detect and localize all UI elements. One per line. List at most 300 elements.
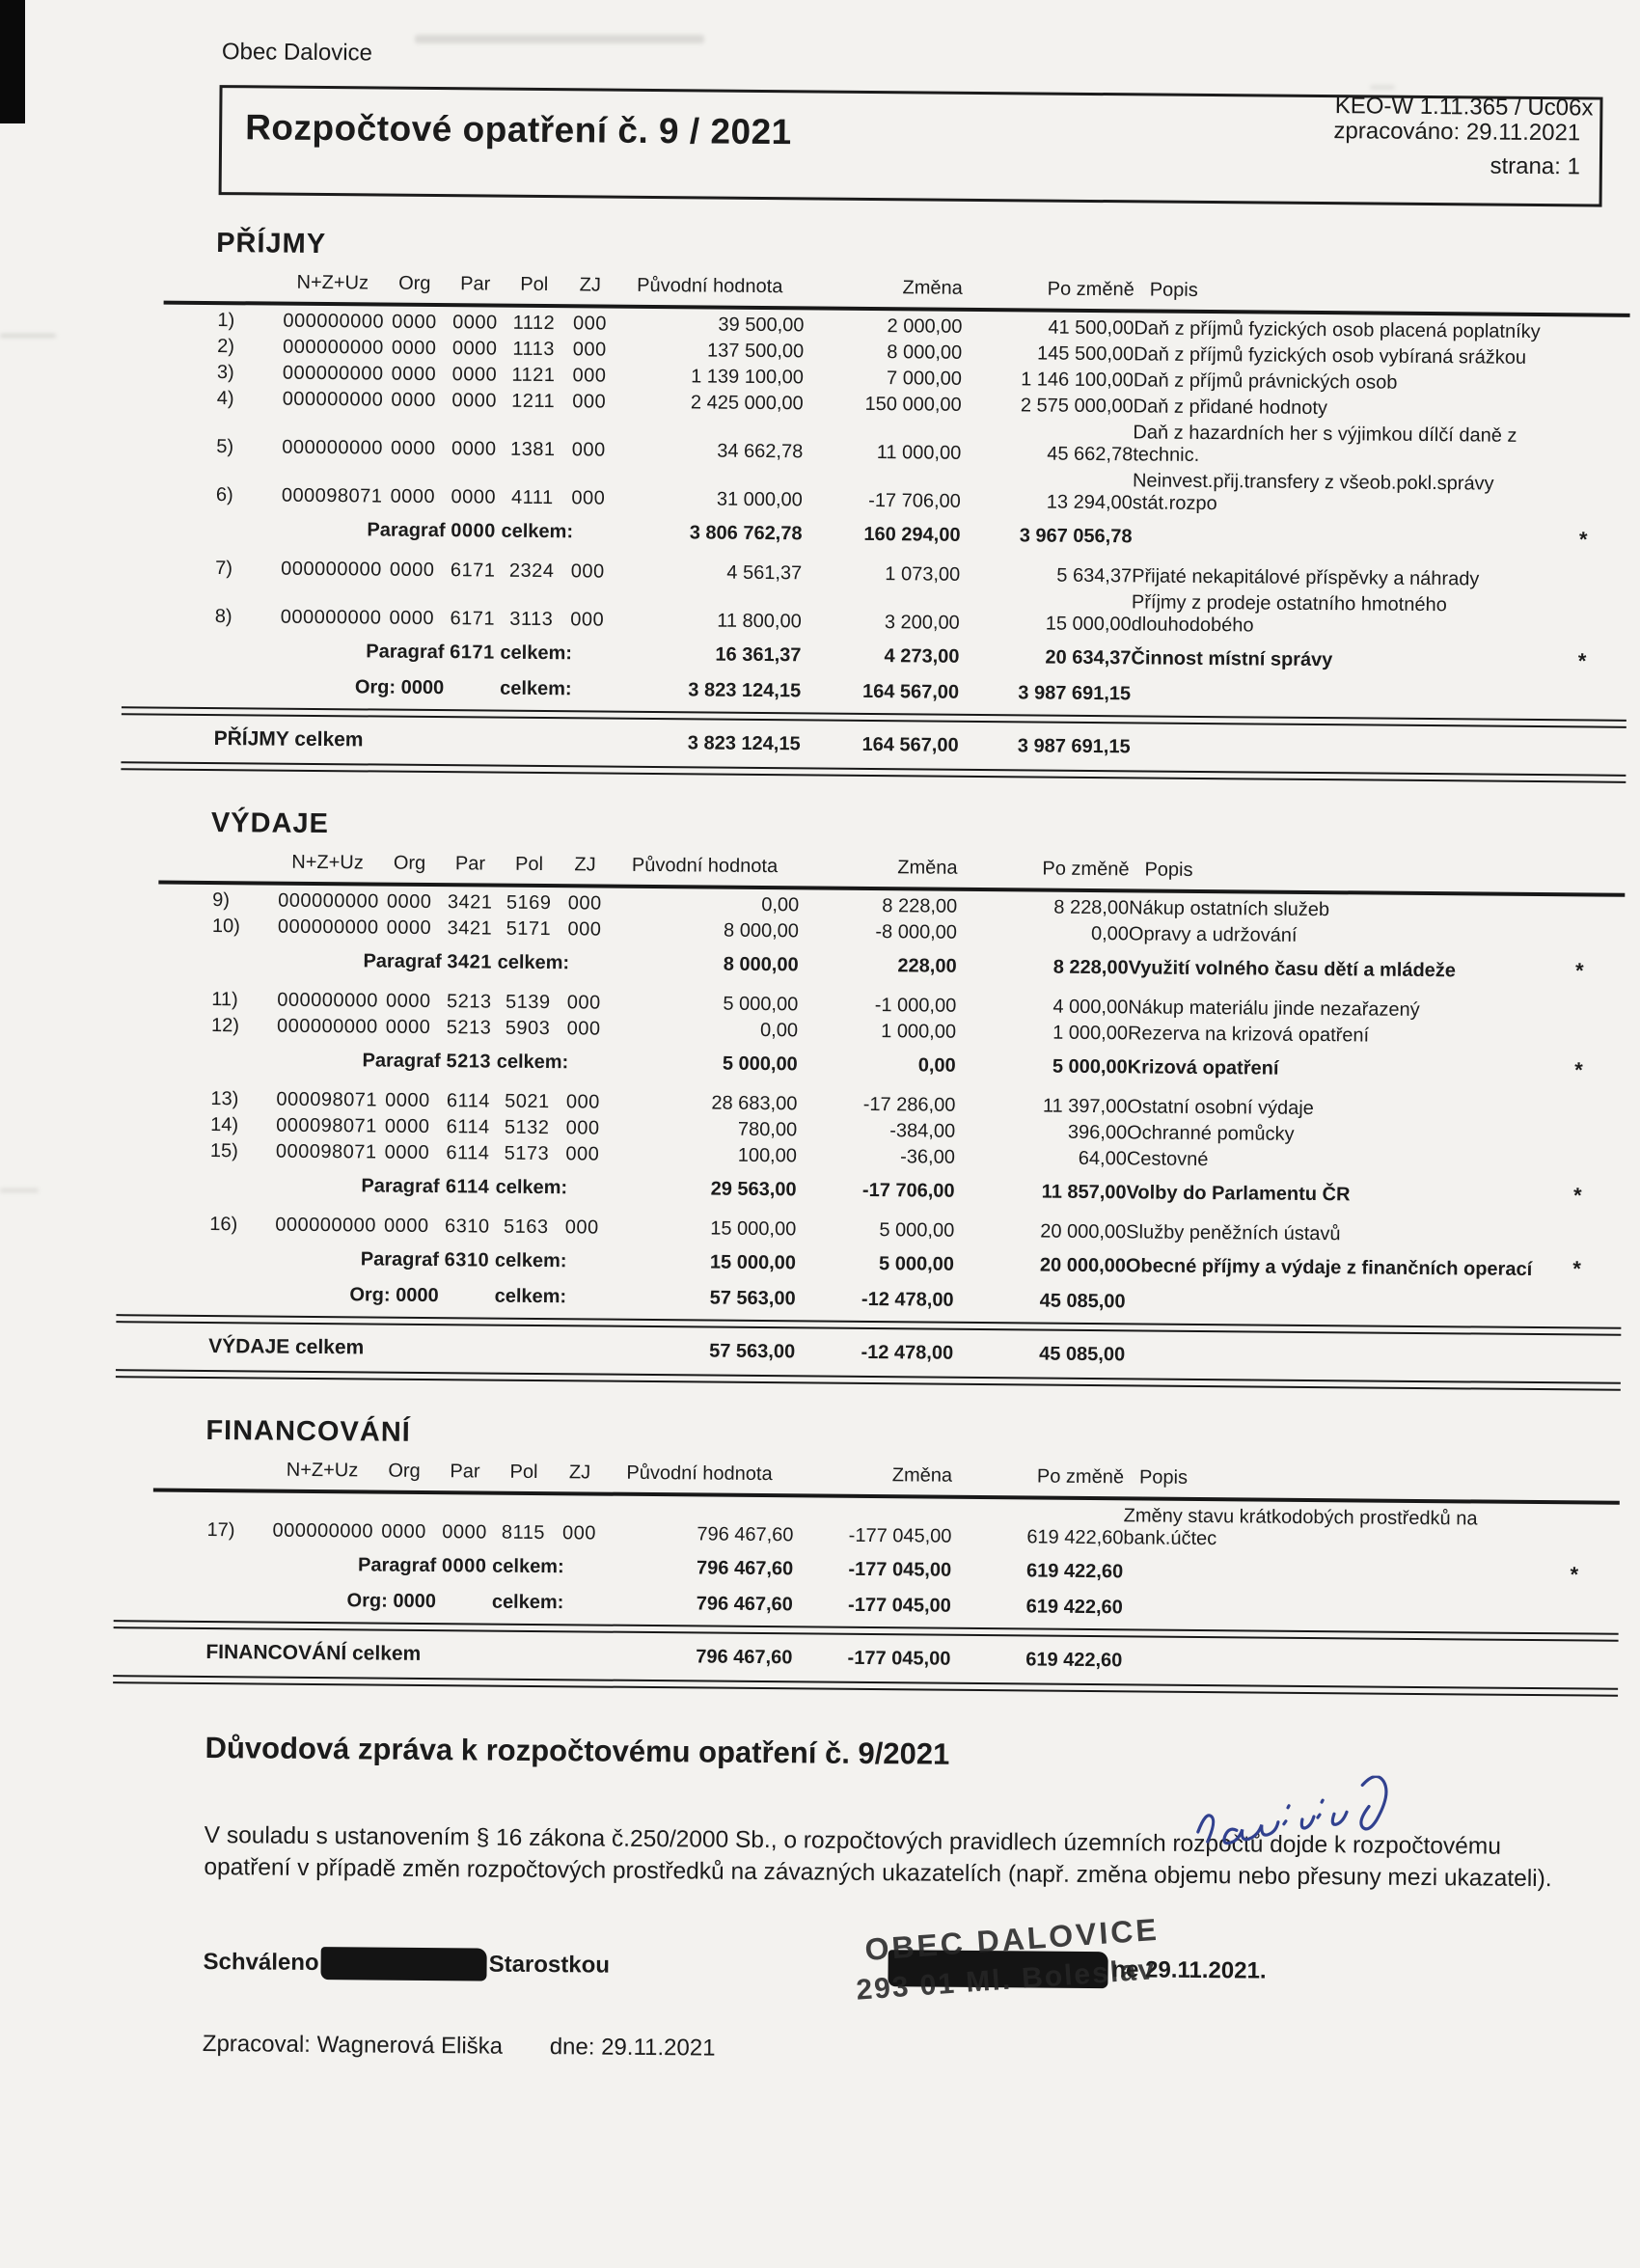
cell-celkem-label: celkem: — [495, 1176, 568, 1198]
column-header — [212, 849, 278, 880]
cell-zmena: -8 000,00 — [875, 920, 958, 943]
asterisk-marker — [1552, 345, 1589, 371]
cell-pozmene: 619 422,60 — [1026, 1526, 1124, 1548]
cell-popis — [1123, 1551, 1542, 1589]
cell-org: 0000 — [392, 311, 437, 333]
cell-zmena: 228,00 — [897, 954, 957, 977]
cell-puvodni: 3 806 762,78 — [689, 521, 803, 544]
cell-org: 0000 — [386, 890, 432, 913]
cell-org: 0000 — [389, 559, 435, 581]
cell-num: 8) — [214, 605, 232, 627]
cell-puvodni: 5 000,00 — [723, 993, 799, 1015]
cell-pozmene: 20 634,37 — [1045, 646, 1132, 669]
cell-zmena: 8 228,00 — [882, 894, 958, 917]
cell-puvodni: 31 000,00 — [716, 488, 803, 510]
cell-zmena: 0,00 — [917, 1054, 956, 1077]
cell-celkem-label: celkem: — [494, 1285, 567, 1307]
column-header: Původní hodnota — [631, 854, 779, 877]
cell-org: 0000 — [391, 363, 437, 385]
budget-table — [208, 849, 1585, 1394]
column-header: Pol — [514, 853, 544, 875]
cell-num: 4) — [216, 387, 234, 409]
cell-nzuz: 000000000 — [277, 989, 379, 1012]
cell-pol: 3113 — [509, 608, 554, 630]
cell-pozmene: 13 294,00 — [1046, 491, 1133, 513]
column-header: Po změně — [1036, 1465, 1125, 1488]
cell-num — [210, 1164, 276, 1199]
cell-subtotal-label: Paragraf — [362, 1049, 441, 1072]
cell-org: 0000 — [390, 485, 436, 507]
column-header: Po změně — [1047, 278, 1134, 300]
section-2 — [205, 1415, 1589, 1700]
cell-par: 0000 — [441, 1554, 487, 1577]
cell-puvodni: 57 563,00 — [709, 1340, 796, 1362]
system-version-label: KEO-W 1.11.365 / Uc06x — [1334, 93, 1594, 122]
column-header: Org — [398, 272, 431, 294]
cell-nzuz: 000000000 — [283, 336, 384, 359]
cell-par: 0000 — [442, 1520, 487, 1544]
cell-celkem-label: celkem: — [500, 642, 573, 664]
cell-pozmene: 3 987 691,15 — [1018, 681, 1132, 704]
cell-popis: Využití volného času dětí a mládeže — [1128, 956, 1457, 981]
cell-zmena: 8 000,00 — [887, 341, 963, 364]
cell-pol: 1112 — [512, 312, 556, 334]
asterisk-marker: * — [1578, 526, 1588, 552]
column-header: Par — [460, 272, 491, 295]
cell-org: 0000 — [385, 1089, 430, 1111]
cell-zmena: 7 000,00 — [887, 367, 963, 390]
cell-zj: 000 — [566, 991, 601, 1014]
section-1 — [208, 807, 1595, 1394]
cell-org: 0000 — [389, 607, 435, 629]
cell-org: 0000 — [385, 1016, 431, 1038]
cell-zmena: -177 045,00 — [848, 1524, 952, 1547]
asterisk-marker — [1542, 1589, 1578, 1628]
cell-pol: 1211 — [511, 390, 556, 412]
cell-num — [215, 508, 281, 543]
cell-zmena: 11 000,00 — [876, 441, 962, 464]
cell-num: 7) — [215, 557, 233, 579]
cell-puvodni: 0,00 — [761, 893, 800, 915]
cell-par: 6114 — [446, 1089, 490, 1112]
asterisk-marker — [1547, 925, 1584, 951]
asterisk-marker — [1542, 1507, 1578, 1555]
cell-popis: Ochranné pomůcky — [1127, 1121, 1295, 1145]
cell-pozmene: 2 575 000,00 — [1020, 394, 1134, 417]
cell-pol: 4111 — [511, 486, 554, 508]
cell-nzuz: 000098071 — [275, 1140, 377, 1163]
cell-pozmene: 619 422,60 — [1025, 1649, 1123, 1671]
column-header: Pol — [509, 1461, 538, 1483]
cell-pozmene: 8 228,00 — [1052, 956, 1129, 978]
cell-num — [211, 1039, 277, 1074]
cell-popis — [1123, 1585, 1542, 1628]
cell-celkem-label: celkem: — [491, 1591, 564, 1613]
cell-par: 0000 — [452, 311, 498, 334]
cell-num — [214, 630, 280, 665]
prepared-by: Zpracoval: Wagnerová Eliška — [202, 2031, 504, 2060]
cell-nzuz: 000000000 — [280, 606, 382, 629]
cell-par: 6171 — [450, 607, 496, 630]
cell-pozmene: 5 634,37 — [1056, 564, 1133, 587]
stamp-line1: OBEC DALOVICE — [863, 1911, 1161, 1967]
column-header: ZJ — [568, 1461, 591, 1484]
cell-puvodni: 39 500,00 — [718, 314, 805, 336]
cell-par: 3421 — [447, 950, 493, 973]
budget-table — [213, 269, 1590, 786]
cell-pozmene: 396,00 — [1067, 1121, 1128, 1143]
cell-num: 6) — [215, 483, 233, 506]
cell-pozmene: 41 500,00 — [1048, 316, 1134, 339]
cell-zj: 000 — [572, 390, 607, 413]
cell-pozmene: 20 000,00 — [1040, 1220, 1127, 1243]
asterisk-marker: * — [1574, 1056, 1583, 1082]
cell-celkem-label: celkem: — [501, 520, 574, 542]
column-header — [1547, 861, 1584, 890]
cell-pozmene: 145 500,00 — [1036, 342, 1134, 365]
cell-popis: Přijaté nekapitálové příspěvky a náhrady — [1132, 564, 1480, 590]
section-title: VÝDAJE — [210, 806, 330, 839]
column-header: N+Z+Uz — [291, 851, 364, 873]
cell-par: 3421 — [447, 890, 493, 914]
cell-zj: 000 — [571, 486, 606, 509]
cell-zj: 000 — [567, 891, 602, 915]
cell-zj: 000 — [567, 917, 602, 941]
cell-zj: 000 — [561, 1521, 597, 1544]
cell-pozmene: 1 146 100,00 — [1021, 368, 1134, 391]
prepared-row — [203, 2031, 1584, 2069]
approved-by: Starostkou — [488, 1951, 611, 1979]
cell-pozmene: 619 422,60 — [1025, 1560, 1124, 1582]
cell-total-label: VÝDAJE celkem — [208, 1334, 365, 1359]
column-header: Par — [454, 852, 486, 875]
cell-popis: Daň z příjmů fyzických osob placená poplatníky — [1134, 316, 1541, 342]
cell-num — [212, 940, 278, 974]
cell-zmena: 2 000,00 — [887, 314, 963, 338]
cell-par: 0000 — [451, 485, 497, 508]
cell-popis: Nákup materiálu jinde nezařazený — [1128, 996, 1420, 1021]
asterisk-marker: * — [1574, 957, 1584, 983]
cell-popis: Krizová opatření — [1127, 1055, 1279, 1079]
cell-pol: 5163 — [503, 1216, 549, 1238]
column-header — [1553, 281, 1590, 311]
cell-zj: 000 — [572, 364, 607, 387]
cell-par — [438, 1273, 494, 1314]
report-heading: Důvodová zpráva k rozpočtovému opatření č. 9/2021 — [205, 1730, 950, 1771]
column-header: Popis — [1149, 279, 1198, 301]
cell-num: 3) — [216, 361, 234, 383]
cell-pozmene: 3 967 056,78 — [1019, 524, 1133, 547]
cell-pozmene: 64,00 — [1078, 1147, 1128, 1169]
cell-pozmene: 45 662,78 — [1047, 443, 1134, 465]
cell-puvodni: 3 823 124,15 — [687, 731, 801, 754]
cell-puvodni: 1 139 100,00 — [691, 365, 805, 388]
asterisk-marker — [1550, 593, 1587, 642]
cell-puvodni: 137 500,00 — [706, 340, 805, 362]
cell-par: 0000 — [451, 337, 498, 360]
cell-zj: 000 — [565, 1090, 600, 1113]
cell-puvodni: 57 563,00 — [709, 1287, 796, 1309]
cell-popis: Rezerva na krizová opatření — [1127, 1022, 1370, 1047]
asterisk-marker — [1552, 319, 1589, 345]
section-title: PŘÍJMY — [216, 227, 327, 260]
cell-num: 11) — [211, 988, 238, 1010]
cell-puvodni: 100,00 — [737, 1144, 798, 1166]
asterisk-marker — [1545, 1084, 1582, 1124]
cell-puvodni: 34 662,78 — [717, 440, 804, 462]
cell-pozmene: 45 085,00 — [1039, 1343, 1126, 1365]
cell-nzuz: 000098071 — [276, 1114, 377, 1137]
asterisk-marker — [1545, 1124, 1582, 1150]
cell-num: 12) — [210, 1014, 240, 1036]
cell-puvodni: 5 000,00 — [722, 1052, 798, 1075]
cell-par — [436, 1579, 492, 1620]
column-header: Popis — [1144, 859, 1193, 881]
cell-pol: 1121 — [511, 364, 556, 386]
column-header: Par — [450, 1460, 480, 1483]
asterisk-marker: * — [1572, 1182, 1582, 1208]
cell-nzuz: 000000000 — [282, 436, 384, 459]
asterisk-marker: * — [1572, 1255, 1582, 1281]
cell-pozmene: 20 000,00 — [1039, 1254, 1127, 1276]
cell-popis: Daň z příjmů fyzických osob vybíraná srážkou — [1134, 342, 1527, 369]
cell-puvodni: 15 000,00 — [710, 1217, 797, 1240]
cell-num — [214, 664, 280, 704]
asterisk-marker — [1551, 424, 1588, 472]
cell-subtotal-label: Paragraf — [363, 949, 442, 972]
cell-popis: Změny stavu krátkodobých prostředků na bank.účtec — [1123, 1504, 1478, 1549]
asterisk-marker — [1552, 371, 1589, 397]
cell-pol: 2324 — [508, 560, 555, 582]
cell-num: 15) — [209, 1139, 238, 1161]
cell-zj: 000 — [572, 338, 607, 361]
cell-popis: Příjmy z prodeje ostatního hmotného dlouhodobého — [1131, 590, 1447, 637]
column-header: N+Z+Uz — [296, 271, 369, 294]
cell-org: 0000 — [384, 1115, 430, 1137]
column-header: Org — [393, 852, 426, 874]
column-header: Popis — [1138, 1466, 1189, 1489]
cell-puvodni: 11 800,00 — [717, 610, 802, 632]
handwritten-signature — [1180, 1774, 1499, 1873]
cell-empty — [1130, 727, 1585, 770]
column-header: N+Z+Uz — [286, 1459, 359, 1481]
cell-pol: 5903 — [505, 1017, 551, 1039]
cell-popis: Ostatní osobní výdaje — [1127, 1095, 1314, 1119]
cell-nzuz: 000000000 — [281, 558, 382, 581]
cell-zmena: 1 073,00 — [885, 562, 961, 586]
budget-table — [205, 1457, 1579, 1700]
cell-zmena: 160 294,00 — [863, 523, 961, 546]
column-header: Org — [388, 1460, 421, 1482]
cell-zmena: 150 000,00 — [864, 393, 962, 416]
cell-pol: 5173 — [504, 1142, 550, 1164]
cell-zj: 000 — [566, 1017, 601, 1040]
asterisk-marker — [1546, 985, 1583, 1025]
asterisk-marker — [1544, 1283, 1580, 1323]
cell-num: 2) — [217, 335, 235, 357]
cell-popis: Služby peněžních ústavů — [1126, 1220, 1341, 1244]
cell-celkem-label: celkem: — [492, 1555, 564, 1577]
cell-zmena: -17 706,00 — [868, 489, 961, 512]
cell-celkem-label: celkem: — [497, 951, 570, 973]
cell-puvodni: 3 823 124,15 — [688, 678, 802, 701]
cell-popis: Neinvest.přij.transfery z všeob.pokl.správy stát.rozpo — [1132, 469, 1494, 514]
cell-nzuz: 000000000 — [272, 1519, 374, 1543]
cell-pozmene: 3 987 691,15 — [1017, 734, 1131, 757]
cell-zmena: -12 478,00 — [861, 1341, 954, 1364]
cell-subtotal-label: Org: 0000 — [354, 675, 445, 698]
asterisk-marker — [1547, 899, 1584, 925]
processing-info — [1333, 113, 1580, 184]
cell-subtotal-label: Paragraf — [360, 1247, 440, 1271]
cell-nzuz: 000000000 — [278, 889, 379, 913]
cell-nzuz: 000000000 — [282, 388, 384, 411]
column-header: Původní hodnota — [626, 1462, 773, 1485]
cell-org: 0000 — [383, 1215, 429, 1237]
cell-zmena: -17 706,00 — [861, 1179, 955, 1202]
cell-par: 0000 — [451, 519, 496, 542]
cell-zmena: -177 045,00 — [848, 1558, 952, 1581]
cell-zj: 000 — [571, 438, 606, 461]
cell-org: 0000 — [386, 916, 432, 939]
cell-num: 9) — [212, 888, 231, 911]
cell-empty — [1122, 1641, 1577, 1683]
asterisk-marker — [1546, 1025, 1583, 1051]
asterisk-marker — [1545, 1150, 1582, 1176]
cell-popis — [1132, 516, 1550, 554]
cell-puvodni: 796 467,60 — [696, 1593, 793, 1615]
stamp-line2: 293 01 Ml. Boleslav — [855, 1954, 1158, 2007]
cell-subtotal-label: Paragraf — [366, 641, 445, 663]
cell-total-label: FINANCOVÁNÍ celkem — [205, 1640, 422, 1665]
cell-subtotal-label: Paragraf — [361, 1174, 440, 1197]
cell-num: 10) — [211, 915, 240, 937]
cell-zj: 000 — [570, 560, 605, 583]
section-title: FINANCOVÁNÍ — [205, 1414, 411, 1448]
cell-puvodni: 8 000,00 — [723, 953, 799, 975]
cell-org: 0000 — [390, 437, 436, 459]
cell-nzuz: 000000000 — [283, 310, 385, 333]
cell-puvodni: 4 561,37 — [726, 561, 803, 584]
asterisk-marker — [1552, 397, 1589, 424]
cell-zj: 000 — [570, 608, 605, 631]
cell-popis: Volby do Parlamentu ČR — [1126, 1181, 1351, 1205]
cell-zmena: 164 567,00 — [861, 680, 960, 703]
cell-par: 6171 — [450, 641, 495, 664]
column-header: ZJ — [579, 273, 601, 296]
column-header: Pol — [520, 273, 549, 295]
cell-pozmene: 8 228,00 — [1053, 896, 1130, 918]
cell-par: 0000 — [451, 389, 498, 412]
cell-zj: 000 — [572, 312, 607, 335]
cell-popis: Činnost místní správy — [1131, 646, 1333, 670]
cell-pol: 5139 — [505, 991, 551, 1013]
cell-par: 6171 — [450, 559, 496, 582]
column-header — [207, 1457, 273, 1488]
cell-org: 0000 — [391, 337, 437, 359]
page-number: strana: 1 — [1490, 152, 1581, 180]
cell-pozmene: 1 000,00 — [1052, 1022, 1129, 1044]
cell-puvodni: 796 467,60 — [696, 1557, 794, 1579]
cell-num: 16) — [209, 1213, 238, 1235]
asterisk-marker: * — [1570, 1561, 1579, 1587]
column-header: Změna — [902, 276, 963, 299]
cell-pozmene: 15 000,00 — [1045, 613, 1132, 635]
cell-subtotal-label: Paragraf — [357, 1553, 437, 1576]
column-header: ZJ — [574, 853, 596, 876]
cell-popis — [1131, 671, 1549, 715]
organization-name: Obec Dalovice — [221, 39, 373, 67]
cell-pozmene: 11 857,00 — [1041, 1181, 1127, 1203]
cell-par: 6114 — [446, 1115, 490, 1138]
cell-zj: 000 — [565, 1116, 600, 1139]
cell-num — [208, 1271, 274, 1312]
cell-num: 1) — [217, 309, 235, 331]
cell-zmena: 3 200,00 — [884, 611, 960, 634]
column-header: Původní hodnota — [637, 274, 783, 297]
cell-zmena: -36,00 — [900, 1145, 956, 1168]
cell-num: 17) — [206, 1518, 235, 1541]
cell-pol: 5132 — [504, 1116, 550, 1138]
redaction-box — [320, 1947, 486, 1981]
cell-subtotal-label: Org: 0000 — [349, 1283, 439, 1306]
cell-zmena: -1 000,00 — [874, 994, 957, 1017]
approved-label: Schváleno — [203, 1949, 319, 1977]
cell-puvodni: 29 563,00 — [710, 1178, 797, 1200]
cell-par: 5213 — [446, 990, 492, 1013]
cell-par: 3421 — [447, 916, 493, 940]
cell-org: 0000 — [391, 389, 437, 411]
cell-nzuz: 000000000 — [277, 915, 379, 939]
asterisk-marker — [1549, 675, 1586, 715]
cell-num: 14) — [210, 1113, 239, 1135]
column-header: Po změně — [1042, 858, 1130, 880]
cell-zmena: 4 273,00 — [884, 644, 960, 668]
cell-total-label: PŘÍJMY celkem — [213, 726, 364, 751]
cell-zmena: 5 000,00 — [878, 1252, 955, 1275]
cell-zmena: 164 567,00 — [861, 733, 959, 756]
cell-zmena: -177 045,00 — [847, 1647, 951, 1670]
cell-puvodni: 2 425 000,00 — [690, 391, 804, 414]
cell-org: 0000 — [384, 1141, 430, 1163]
asterisk-marker — [1550, 554, 1587, 593]
cell-nzuz: 000000000 — [276, 1015, 378, 1038]
cell-empty — [1125, 1335, 1580, 1378]
cell-puvodni: 796 467,60 — [697, 1523, 794, 1545]
cell-nzuz: 000000000 — [275, 1214, 376, 1237]
cell-celkem-label: celkem: — [496, 1051, 569, 1073]
cell-zmena: -177 045,00 — [847, 1594, 951, 1617]
cell-pol: 5171 — [506, 917, 552, 940]
report-body: V souladu s ustanovením § 16 zákona č.250/2000 Sb., o rozpočtových pravidlech územních rozpočtů dojde k rozpočtovému opatření v případě změn rozpočtových prostředků na závazných ukazatelích (např. změna objemu nebo přesuny mezi ukazateli). — [204, 1821, 1552, 1893]
cell-pol: 5169 — [506, 891, 552, 914]
cell-zmena: 1 000,00 — [881, 1020, 957, 1043]
cell-puvodni: 16 361,37 — [715, 643, 802, 666]
column-header: Změna — [897, 856, 958, 879]
cell-zmena: -12 478,00 — [861, 1288, 954, 1311]
cell-pozmene: 5 000,00 — [1052, 1055, 1128, 1078]
cell-zmena: 5 000,00 — [879, 1218, 955, 1242]
cell-par — [444, 666, 500, 706]
budget-sections — [205, 228, 1599, 1700]
cell-puvodni: 8 000,00 — [723, 919, 800, 942]
section-0 — [213, 228, 1599, 786]
cell-puvodni: 0,00 — [760, 1019, 799, 1041]
cell-num — [209, 1238, 275, 1272]
cell-pozmene: 11 397,00 — [1042, 1095, 1128, 1117]
processed-date: zpracováno: 29.11.2021 — [1333, 118, 1581, 147]
cell-par: 5213 — [446, 1016, 492, 1039]
